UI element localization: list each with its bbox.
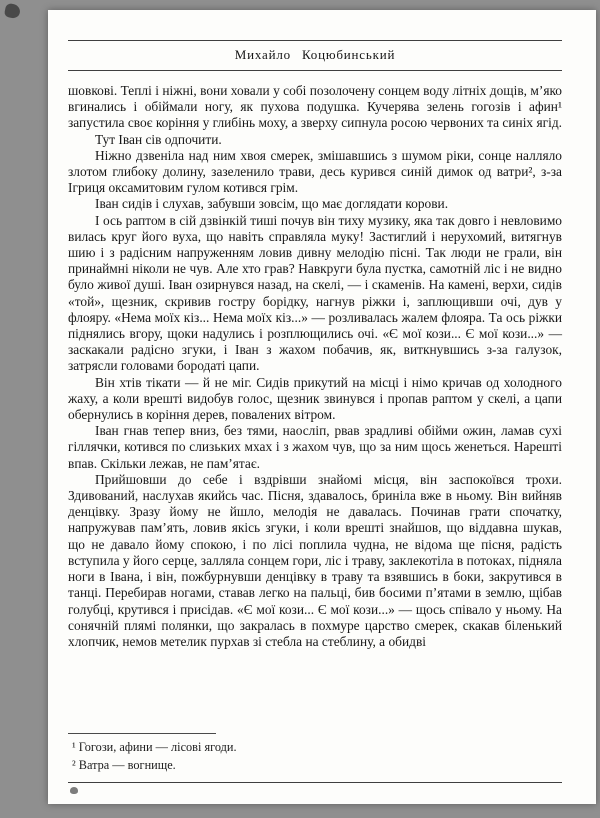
header-rule-bottom	[68, 70, 562, 71]
paragraph: шовкові. Теплі і ніжні, вони ховали у собі позолочену сонцем воду літніх дощів, м’яко вгинались і обіймали ногу, як пухова подушка. Кучерява зелень гогозів і афин¹ запустила своє коріння у глибінь моху, а зверху сипнула росою червоних та синіх ягід.	[68, 83, 562, 131]
paragraph: Прийшовши до себе і вздрівши знайомі місця, він заспокоївся трохи. Здивований, наслухав якийсь час. Пісня, здавалось, бриніла вже в ньому. Він вийняв денцівку. Зразу йому не йшло, мелодія не давалась. Починав грати спочатку, напружував пам’ять, ловив якісь згуки, і коли врешті знайшов, що віддавна шукав, що не давало йому спокою, і по лісі поплила чудна, не відома ще пісня, радість вступила у його серце, залляла сонцем гори, ліс і траву, заклекотіла в потоках, підняла ноги в Івана, і він, пожбурнувши денцівку в траву та взявшись в боки, закрутився в танці. Перебирав ногами, ставав легко на пальці, бив босими п’ятами в землю, щібав голубці, крутився і присідав. «Є мої кози... Є мої кози...» — щось співало у ньому. На сонячній плямі полянки, що закралась в похмуре царство смерек, скакав біленький хлопчик, немов метелик пурхав зі стебла на стеблину, а обидві	[68, 471, 562, 649]
paragraph: Іван гнав тепер вниз, без тями, наосліп, рвав зрадливі обійми ожин, ламав сухі гіллячки, котився по слизьких мхах і з жахом чув, що за ним щось женеться. Нарешті впав. Скільки лежав, не пам’ятає.	[68, 423, 562, 471]
footnote: ² Ватра — вогнище.	[72, 758, 176, 772]
paragraph: Тут Іван сів одпочити.	[95, 131, 222, 147]
paragraph: Ніжно дзвеніла над ним хвоя смерек, змішавшись з шумом ріки, сонце налляло злотом глибоку долину, зазеленило трави, десь курився синій димок од ватри², з-за Ігриця оксамитовим гулом котився грім.	[68, 147, 562, 196]
paragraph: Іван сидів і слухав, забувши зовсім, що має доглядати корови.	[95, 196, 449, 212]
footnote-separator	[68, 733, 216, 734]
bottom-rule	[68, 782, 562, 783]
running-head-author: Михайло Коцюбинський	[234, 47, 396, 62]
page-number-artifact	[70, 787, 78, 794]
footnotes	[68, 740, 562, 773]
footnote: ¹ Гогози, афини — лісові ягоди.	[72, 740, 237, 754]
scan-artifact-corner	[4, 3, 22, 20]
paragraph: І ось раптом в сій дзвінкій тиші почув він тиху музику, яка так довго і невловимо вилась круг його вуха, що навіть справляла муку! Застиглий і нерухомий, витягнув шию і з радісним напруженням ловив дивну мелодію пісні. Так люди не грали, він принаймні ніколи не чув. Але хто грав? Навкруги була пустка, самотній ліс і не видно було живої душі. Іван озирнувся назад, на скелі, — і скаменів. На камені, верхи, сидів «той», щезник, скривив гостру борідку, нагнув ріжки і, заплющивши очі, дув у флояру. «Нема моїх кіз... Нема моїх кіз...» — розливалась жалем флояра. Та ось ріжки піднялись вгору, щоки надулись і розплющились очі. «Є мої кози... Є мої кози...» — заскакали радісно згуки, і Іван з жахом побачив, як, виткнувшись з-за галузок, затрясли головами бородаті цапи.	[68, 212, 562, 374]
body-text	[68, 83, 562, 650]
book-page	[48, 10, 596, 804]
page-footer	[68, 733, 562, 794]
paragraph: Він хтів тікати — й не міг. Сидів прикутий на місці і німо кричав од холодного жаху, а коли врешті видобув голос, щезник звинувся і пропав раптом у скелі, а цапи обернулись в коріння дерев, повалених вітром.	[68, 374, 562, 423]
